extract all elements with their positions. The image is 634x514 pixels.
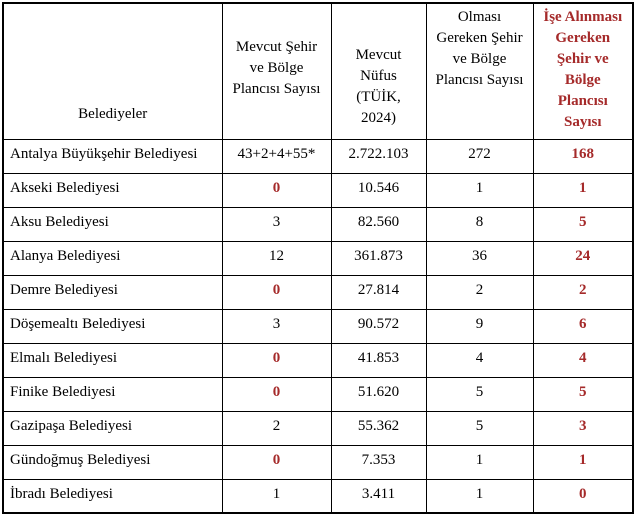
planners-to-hire-cell: 1 bbox=[533, 445, 633, 479]
planners-to-hire-cell: 6 bbox=[533, 309, 633, 343]
table-row bbox=[3, 207, 633, 241]
municipality-name-cell: Alanya Belediyesi bbox=[3, 241, 222, 275]
required-planners-cell: 8 bbox=[426, 207, 533, 241]
population-cell: 90.572 bbox=[331, 309, 426, 343]
current-planners-cell: 12 bbox=[222, 241, 331, 275]
required-planners-cell: 9 bbox=[426, 309, 533, 343]
planners-to-hire-cell: 168 bbox=[533, 139, 633, 173]
table-row bbox=[3, 139, 633, 173]
municipality-name-cell: İbradı Belediyesi bbox=[3, 479, 222, 513]
required-planners-cell: 272 bbox=[426, 139, 533, 173]
planners-to-hire-cell: 2 bbox=[533, 275, 633, 309]
population-cell: 7.353 bbox=[331, 445, 426, 479]
table-row bbox=[3, 241, 633, 275]
required-planners-cell: 1 bbox=[426, 173, 533, 207]
column-header-current-planners: Mevcut Şehir ve Bölge Plancısı Sayısı bbox=[222, 3, 331, 139]
population-cell: 361.873 bbox=[331, 241, 426, 275]
municipality-name-cell: Akseki Belediyesi bbox=[3, 173, 222, 207]
required-planners-cell: 4 bbox=[426, 343, 533, 377]
planners-to-hire-cell: 5 bbox=[533, 207, 633, 241]
population-cell: 3.411 bbox=[331, 479, 426, 513]
column-header-planners-to-hire: İşe Alınması Gereken Şehir ve Bölge Plancısı Sayısı bbox=[533, 3, 633, 139]
population-cell: 82.560 bbox=[331, 207, 426, 241]
table-row bbox=[3, 173, 633, 207]
population-cell: 51.620 bbox=[331, 377, 426, 411]
municipality-name-cell: Gazipaşa Belediyesi bbox=[3, 411, 222, 445]
table-row bbox=[3, 411, 633, 445]
current-planners-cell: 0 bbox=[222, 275, 331, 309]
table-row bbox=[3, 343, 633, 377]
municipality-name-cell: Antalya Büyükşehir Belediyesi bbox=[3, 139, 222, 173]
column-header-required-planners: Olması Gereken Şehir ve Bölge Plancısı Sayısı bbox=[426, 3, 533, 139]
current-planners-cell: 0 bbox=[222, 377, 331, 411]
required-planners-cell: 1 bbox=[426, 445, 533, 479]
municipality-name-cell: Aksu Belediyesi bbox=[3, 207, 222, 241]
table-row bbox=[3, 275, 633, 309]
current-planners-cell: 1 bbox=[222, 479, 331, 513]
population-cell: 27.814 bbox=[331, 275, 426, 309]
table-row bbox=[3, 479, 633, 513]
municipality-name-cell: Döşemealtı Belediyesi bbox=[3, 309, 222, 343]
required-planners-cell: 2 bbox=[426, 275, 533, 309]
planners-to-hire-cell: 5 bbox=[533, 377, 633, 411]
required-planners-cell: 5 bbox=[426, 377, 533, 411]
planners-to-hire-cell: 0 bbox=[533, 479, 633, 513]
header-row bbox=[3, 3, 633, 139]
current-planners-cell: 43+2+4+55* bbox=[222, 139, 331, 173]
current-planners-cell: 3 bbox=[222, 207, 331, 241]
municipality-name-cell: Finike Belediyesi bbox=[3, 377, 222, 411]
current-planners-cell: 0 bbox=[222, 445, 331, 479]
current-planners-cell: 0 bbox=[222, 173, 331, 207]
column-header-population: Mevcut Nüfus (TÜİK, 2024) bbox=[331, 3, 426, 139]
planners-to-hire-cell: 3 bbox=[533, 411, 633, 445]
table-row bbox=[3, 445, 633, 479]
table-row bbox=[3, 309, 633, 343]
table-header bbox=[3, 3, 633, 139]
population-cell: 10.546 bbox=[331, 173, 426, 207]
municipality-name-cell: Demre Belediyesi bbox=[3, 275, 222, 309]
municipality-name-cell: Gündoğmuş Belediyesi bbox=[3, 445, 222, 479]
current-planners-cell: 2 bbox=[222, 411, 331, 445]
required-planners-cell: 1 bbox=[426, 479, 533, 513]
table-row bbox=[3, 377, 633, 411]
population-cell: 41.853 bbox=[331, 343, 426, 377]
planners-table bbox=[2, 2, 634, 514]
planners-to-hire-cell: 1 bbox=[533, 173, 633, 207]
population-cell: 2.722.103 bbox=[331, 139, 426, 173]
population-cell: 55.362 bbox=[331, 411, 426, 445]
planners-to-hire-cell: 4 bbox=[533, 343, 633, 377]
required-planners-cell: 36 bbox=[426, 241, 533, 275]
column-header-municipalities: Belediyeler bbox=[3, 3, 222, 139]
planners-to-hire-cell: 24 bbox=[533, 241, 633, 275]
required-planners-cell: 5 bbox=[426, 411, 533, 445]
current-planners-cell: 3 bbox=[222, 309, 331, 343]
table-body bbox=[3, 139, 633, 513]
current-planners-cell: 0 bbox=[222, 343, 331, 377]
municipality-name-cell: Elmalı Belediyesi bbox=[3, 343, 222, 377]
